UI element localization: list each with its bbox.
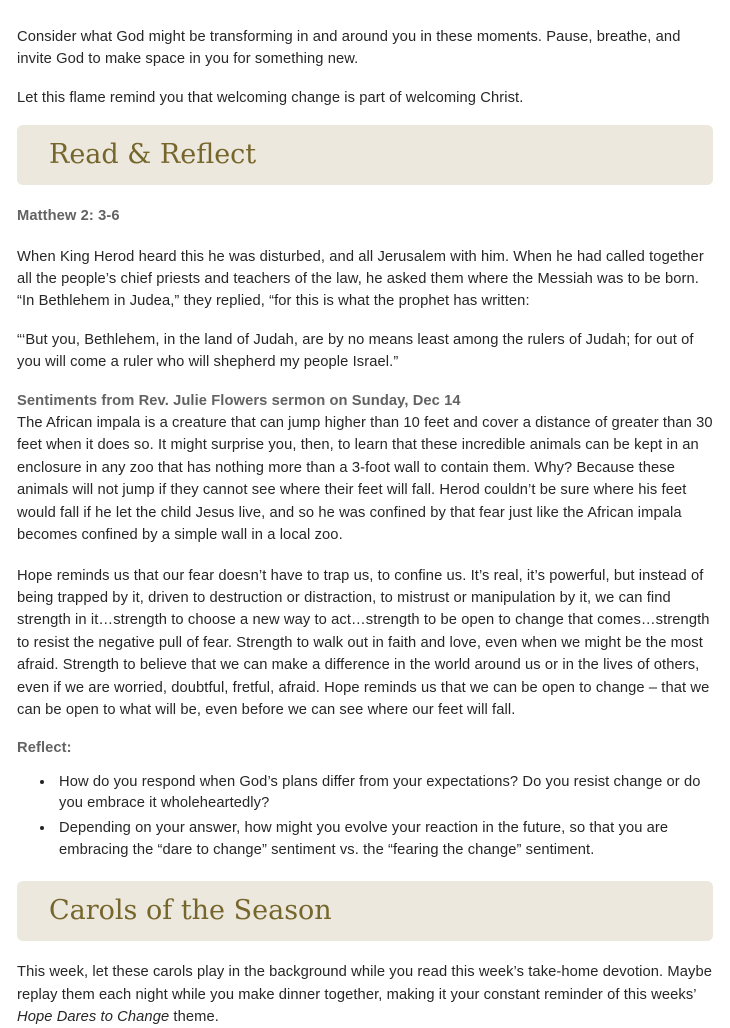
sermon-paragraph-impala: The African impala is a creature that can jump higher than 10 feet and cover a distance of greater than 30 feet when it does so. It might surprise you, then, to learn that these incredible animals can be kept in an enclosure in any zoo that has nothing more than a 3-foot wall to contain them. Why? Because these animals will not jump if they cannot see where their feet will fall. Herod couldn’t be sure where his feet would fall if he let the child Jesus live, and so he was confined by that fear just like the African impala becomes confined by a simple wall in a local zoo.	[17, 415, 713, 544]
scripture-reference: Matthew 2: 3-6	[17, 208, 120, 225]
intro-paragraph: Consider what God might be transforming in and around you in these moments. Pause, breathe, and invite God to make space in you for something new.	[17, 29, 681, 68]
sermon-paragraph-hope: Hope reminds us that our fear doesn’t have to trap us, to confine us. It’s real, it’s powerful, but instead of being trapped by it, driven to destruction or distraction, to mistrust or manipulation by it, we can find strength in it…strength to choose a new way to act…strength to be open to change that comes…strength to resist the negative pull of fear. Strength to walk out in faith and love, even when we might be the most afraid. Strength to believe that we can make a difference in the world around us or in the lives of others, even if we are worried, doubtful, fretful, afraid. Hope reminds us that we can be open to change – that we can be open to what will be, even before we can see where our feet will fall.	[17, 567, 710, 718]
scripture-quote-paragraph: “‘But you, Bethlehem, in the land of Judah, are by no means least among the rulers of Judah; for out of you will come a ruler who will shepherd my people Israel.”	[17, 331, 694, 371]
carols-heading: Carols of the Season	[49, 895, 332, 927]
reflect-question-1: • How do you respond when God’s plans differ from your expectations? Do you resist change or do you embrace it wholeheartedly?	[55, 772, 713, 815]
reflect-question-list	[17, 772, 713, 861]
carols-theme-title: Hope Dares to Change	[17, 1008, 170, 1025]
reflect-label: Reflect:	[17, 740, 72, 757]
flame-paragraph: Let this flame remind you that welcoming change is part of welcoming Christ.	[17, 89, 524, 106]
sermon-heading: Sentiments from Rev. Julie Flowers sermon on Sunday, Dec 14	[17, 392, 461, 409]
read-reflect-heading: Read & Reflect	[49, 139, 257, 171]
carols-paragraph	[17, 961, 713, 1028]
scripture-paragraph: When King Herod heard this he was disturbed, and all Jerusalem with him. When he had called together all the people’s chief priests and teachers of the law, he asked them where the Messiah was to be born. “In Bethlehem in Judea,” they replied, “for this is what the prophet has written:	[17, 248, 704, 310]
carols-text-end: theme.	[169, 1008, 219, 1025]
carols-text-start: This week, let these carols play in the background while you read this week’s take-home devotion. Maybe replay them each night while you make dinner together, making it your constant reminder of this weeks’	[17, 964, 712, 1003]
section-banner-read-reflect	[17, 125, 713, 185]
section-banner-carols	[17, 881, 713, 941]
sermon-block	[17, 390, 713, 547]
reflect-question-2: • Depending on your answer, how might you evolve your reaction in the future, so that you are embracing the “dare to change” sentiment vs. the “fearing the change” sentiment.	[55, 818, 713, 861]
